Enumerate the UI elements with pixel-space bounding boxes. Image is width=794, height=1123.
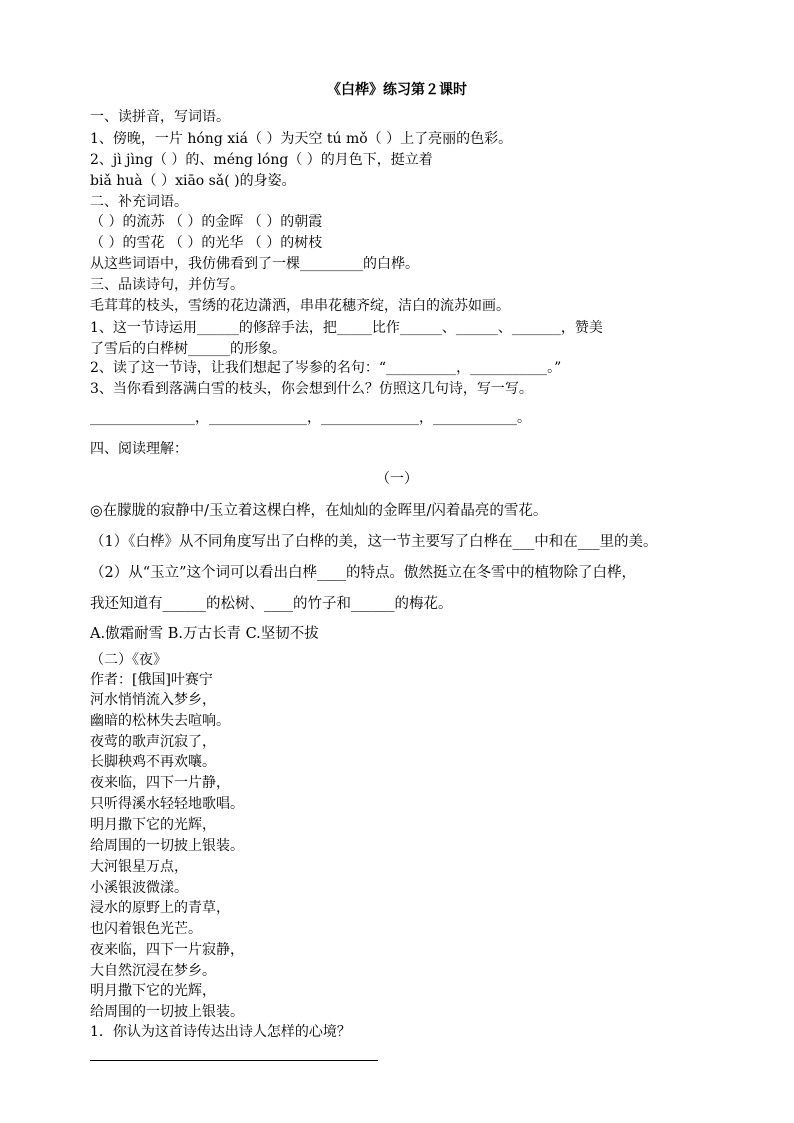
question-line: biǎ huà（ ）xiāo sǎ( )的身姿。 [90, 173, 296, 189]
poem-line: 给周围的一切披上银装。 [90, 838, 244, 854]
poem-line: 大河银星万点， [90, 859, 188, 875]
poem-line: 小溪银波微漾。 [90, 880, 188, 896]
poem-line: 长脚秧鸡不再欢嚷。 [90, 754, 216, 770]
poem-line: 浸水的原野上的青草， [90, 900, 230, 916]
question-line: （ ）的流苏 （ ）的金晖 （ ）的朝霞 [90, 214, 323, 230]
question-line: 3、当你看到落满白雪的枝头，你会想到什么？仿照这几句诗，写一写。 [90, 381, 533, 397]
poem-line: 也闪着银色光芒。 [90, 921, 202, 937]
poem-line: 夜来临，四下一片静， [90, 775, 230, 791]
poem-line: 河水悄悄流入梦乡， [90, 692, 216, 708]
question-line: 1、这一节诗运用______的修辞手法，把_____比作______、______、_______，赞美 [90, 320, 603, 336]
poem-line: 只听得溪水轻轻地歌唱。 [90, 796, 244, 812]
poem-line: 大自然沉浸在梦乡。 [90, 963, 216, 979]
poem-line: 给周围的一切披上银装。 [90, 1004, 244, 1020]
poem-line: 夜来临，四下一片寂静， [90, 942, 244, 958]
page-title: 《白桦》练习第２课时 [327, 82, 467, 98]
poem-line: 幽暗的松林失去喧响。 [90, 713, 230, 729]
poem-line: 明月撒下它的光辉， [90, 983, 216, 999]
question-line: （1）《白桦》从不同角度写出了白桦的美，这一节主要写了白桦在___中和在___里的美。 [90, 534, 658, 550]
question-line: 2、读了这一节诗，让我们想起了岑参的名句：“__________，___________。” [90, 360, 562, 376]
question-line: （2）从“玉立”这个词可以看出白桦____的特点。傲然挺立在冬雪中的植物除了白桦， [90, 565, 637, 581]
poem-line: 明月撒下它的光辉， [90, 817, 216, 833]
answer-rule [90, 1060, 378, 1061]
answer-line: _______________，______________，______________，____________。 [90, 410, 531, 426]
section-heading-2: 二、补充词语。 [90, 194, 188, 210]
question-line: 了雪后的白桦树______的形象。 [90, 341, 286, 357]
options-line: A.傲霜耐雪 B.万古长青 C.坚韧不拔 [90, 626, 319, 642]
section-heading-1: 一、读拼音，写词语。 [90, 109, 230, 125]
question-line: （ ）的雪花 （ ）的光华 （ ）的树枝 [90, 235, 323, 251]
reading-part-header: （一） [376, 471, 418, 487]
poem-author: 作者：[俄国]叶赛宁 [90, 672, 213, 688]
poem-title: （二）《夜》 [90, 652, 167, 668]
question-line: 从这些词语中，我仿佛看到了一棵_________的白桦。 [90, 256, 419, 272]
section-heading-3: 三、品读诗句，并仿写。 [90, 277, 244, 293]
question-line: 2、jì jìng（ ）的、méng lóng（ ）的月色下，挺立着 [90, 152, 433, 168]
poem-line: 夜莺的歌声沉寂了， [90, 734, 216, 750]
poem-excerpt: 毛茸茸的枝头，雪绣的花边潇洒，串串花穗齐绽，洁白的流苏如画。 [90, 298, 510, 314]
section-heading-4: 四、阅读理解： [90, 441, 188, 457]
question-line: 我还知道有______的松树、____的竹子和______的梅花。 [90, 596, 453, 612]
question-line: 1．你认为这首诗传达出诗人怎样的心境？ [90, 1024, 351, 1040]
reading-text: ◎在朦胧的寂静中/玉立着这棵白桦，在灿灿的金晖里/闪着晶亮的雪花。 [90, 503, 548, 519]
question-line: 1、傍晚，一片 hóng xiá（ ）为天空 tú mǒ（ ）上了亮丽的色彩。 [90, 131, 513, 147]
